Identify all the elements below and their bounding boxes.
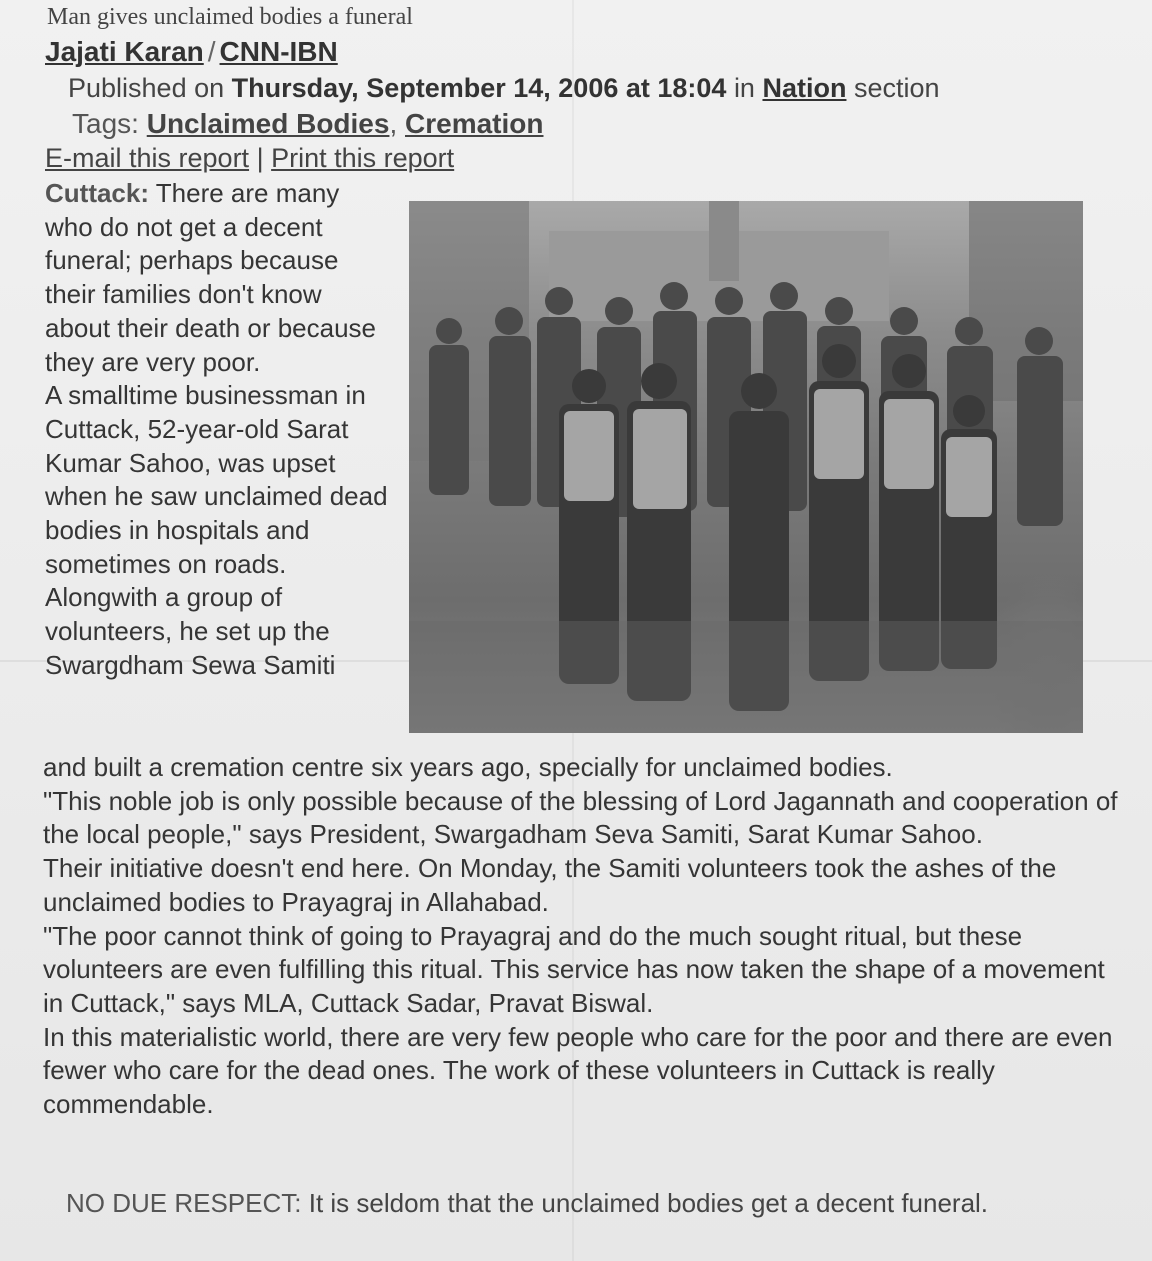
photo-ground (409, 621, 1083, 733)
report-actions (45, 143, 454, 174)
article-body-column (45, 177, 390, 683)
actions-separator: | (256, 143, 264, 173)
dateline: Cuttack: (45, 178, 150, 208)
news-photo-volunteers (409, 201, 1083, 733)
published-in: in (733, 73, 755, 103)
published-date: September 14, 2006 at 18:04 (366, 73, 727, 103)
paragraph-2: A smalltime businessman in Cuttack, 52-year-old Sarat Kumar Sahoo, was upset when he saw unclaimed dead bodies in hospitals and sometimes on roads. (45, 380, 388, 579)
email-report-link[interactable]: E-mail this report (45, 143, 250, 173)
article-body-full-width (43, 751, 1118, 1122)
section-suffix: section (853, 73, 940, 103)
tag-link-unclaimed-bodies[interactable]: Unclaimed Bodies (146, 108, 390, 139)
paragraph-1: There are many who do not get a decent funeral; perhaps because their families don't know about their death or because they are very poor. (45, 178, 377, 377)
paragraph-5: Their initiative doesn't end here. On Monday, the Samiti volunteers took the ashes of the unclaimed bodies to Prayagraj in Allahabad. (43, 853, 1057, 917)
article-headline: Man gives unclaimed bodies a funeral (47, 4, 413, 30)
source-link[interactable]: CNN-IBN (219, 36, 338, 67)
paragraph-4: "This noble job is only possible because of the blessing of Lord Jagannath and cooperation of the local people," says President, Swargadham Seva Samiti, Sarat Kumar Sahoo. (43, 785, 1118, 850)
published-prefix: Published on (68, 73, 225, 103)
photo-caption (66, 1188, 988, 1219)
caption-text: It is seldom that the unclaimed bodies get a decent funeral. (308, 1188, 989, 1218)
paragraph-6: "The poor cannot think of going to Prayagraj and do the much sought ritual, but these volunteers are even fulfilling this ritual. This service has now taken the shape of a movement in Cuttack," says MLA, Cuttack Sadar, Pravat Biswal. (43, 920, 1105, 1018)
paragraph-intro (45, 177, 390, 379)
photo-pillar (709, 201, 739, 281)
publish-info: Published on Thursday, September 14, 2006 at 18:04 in Nation section (68, 73, 940, 103)
section-link[interactable]: Nation (762, 73, 847, 103)
print-report-link[interactable]: Print this report (271, 143, 455, 173)
tag-link-cremation[interactable]: Cremation (405, 108, 544, 139)
tags-line (72, 108, 543, 140)
published-day: Thursday (231, 73, 352, 103)
tags-label: Tags: (72, 108, 139, 139)
author-link[interactable]: Jajati Karan (45, 36, 204, 67)
paragraph-7: In this materialistic world, there are very few people who care for the poor and there are even fewer who care for the dead ones. The work of these volunteers in Cuttack is really commendable. (43, 1021, 1113, 1120)
caption-lead: NO DUE RESPECT: (66, 1188, 302, 1218)
tags-separator: , (389, 108, 398, 139)
paragraph-3-end: and built a cremation centre six years ago, specially for unclaimed bodies. (43, 752, 893, 782)
byline-separator: / (207, 36, 216, 67)
byline (45, 36, 338, 68)
paragraph-3-start: Alongwith a group of volunteers, he set up the Swargdham Sewa Samiti (45, 582, 336, 680)
photo-illustration (409, 201, 1083, 733)
